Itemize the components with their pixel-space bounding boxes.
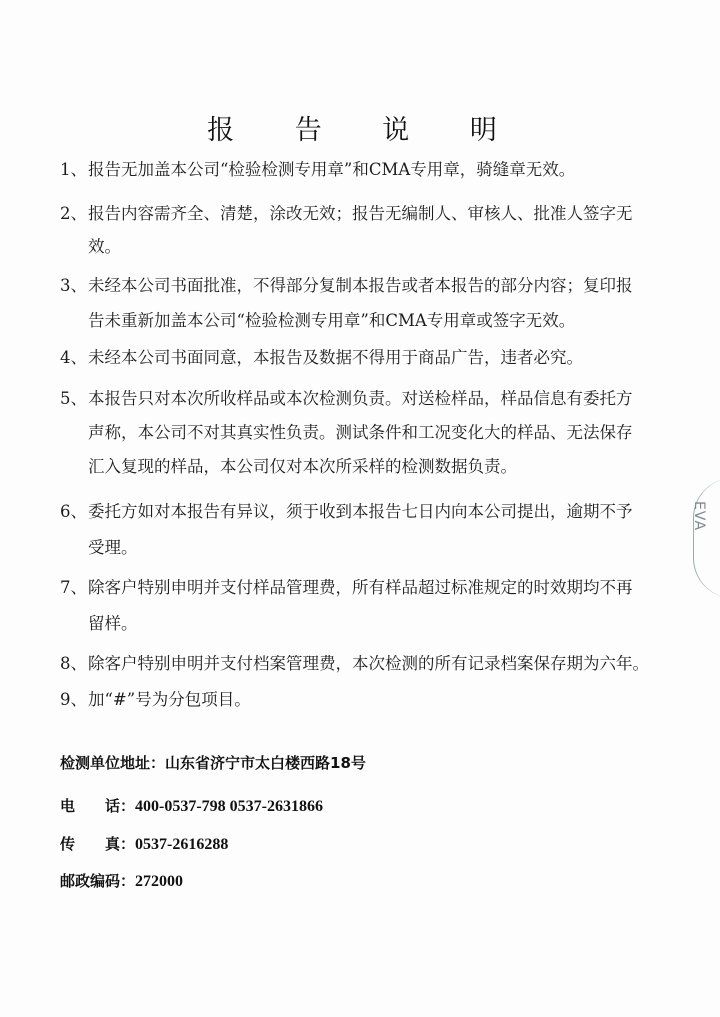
item-text: 受理。 bbox=[88, 538, 138, 557]
item-number: 3、 bbox=[60, 276, 87, 295]
page-title: 报 告 说 明 bbox=[207, 115, 523, 146]
list-item bbox=[60, 348, 660, 368]
list-item bbox=[60, 654, 660, 674]
item-text: 委托方如对本报告有异议，须于收到本报告七日内向本公司提出，逾期不予 bbox=[88, 502, 633, 521]
list-item bbox=[60, 204, 660, 257]
list-item bbox=[60, 276, 660, 331]
address-label: 检测单位地址： bbox=[60, 754, 166, 772]
item-text: 报告内容需齐全、清楚，涂改无效；报告无编制人、审核人、批准人签字无 bbox=[88, 204, 633, 223]
item-text: 汇入复现的样品，本公司仅对本次所采样的检测数据负责。 bbox=[88, 457, 517, 476]
item-number: 8、 bbox=[60, 654, 87, 673]
item-text: 未经本公司书面同意，本报告及数据不得用于商品广告，违者必究。 bbox=[88, 348, 583, 367]
address-value: 山东省济宁市太白楼西路18号 bbox=[165, 754, 366, 772]
item-text: 告未重新加盖本公司“检验检测专用章”和CMA专用章或签字无效。 bbox=[88, 311, 576, 330]
item-text: 报告无加盖本公司“检验检测专用章”和CMA专用章，骑缝章无效。 bbox=[88, 160, 576, 179]
item-number: 2、 bbox=[60, 204, 87, 223]
seam-stamp-text: EVA bbox=[690, 500, 707, 532]
item-text: 效。 bbox=[88, 237, 121, 256]
postcode-label: 邮政编码： bbox=[60, 872, 136, 890]
item-text: 除客户特别申明并支付样品管理费，所有样品超过标准规定的时效期均不再 bbox=[88, 578, 633, 597]
item-text: 本报告只对本次所收样品或本次检测负责。对送检样品，样品信息有委托方 bbox=[88, 389, 633, 408]
fax-row bbox=[60, 833, 228, 854]
address-row bbox=[60, 752, 366, 773]
fax-value: 0537-2616288 bbox=[135, 836, 229, 853]
phone-value: 400-0537-798 0537-2631866 bbox=[135, 798, 323, 815]
postcode-value: 272000 bbox=[135, 873, 184, 890]
item-text: 留样。 bbox=[88, 614, 138, 633]
fax-label: 传 真： bbox=[60, 835, 136, 853]
item-number: 7、 bbox=[60, 578, 87, 597]
list-item bbox=[60, 578, 660, 634]
item-text: 未经本公司书面批准，不得部分复制本报告或者本报告的部分内容；复印报 bbox=[88, 276, 633, 295]
list-item bbox=[60, 690, 660, 710]
item-text: 除客户特别申明并支付档案管理费，本次检测的所有记录档案保存期为六年。 bbox=[88, 654, 649, 673]
item-number: 4、 bbox=[60, 348, 87, 367]
item-number: 5、 bbox=[60, 389, 87, 408]
seam-stamp bbox=[690, 478, 720, 598]
item-number: 1、 bbox=[60, 160, 87, 179]
phone-row bbox=[60, 795, 323, 816]
item-number: 9、 bbox=[60, 690, 87, 709]
list-item bbox=[60, 502, 660, 558]
item-text: 声称，本公司不对其真实性负责。测试条件和工况变化大的样品、无法保存 bbox=[88, 423, 633, 442]
phone-label: 电 话： bbox=[60, 797, 136, 815]
list-item bbox=[60, 160, 660, 180]
item-text: 加“#”号为分包项目。 bbox=[88, 690, 251, 709]
postcode-row bbox=[60, 870, 183, 891]
list-item bbox=[60, 389, 660, 477]
item-number: 6、 bbox=[60, 502, 87, 521]
